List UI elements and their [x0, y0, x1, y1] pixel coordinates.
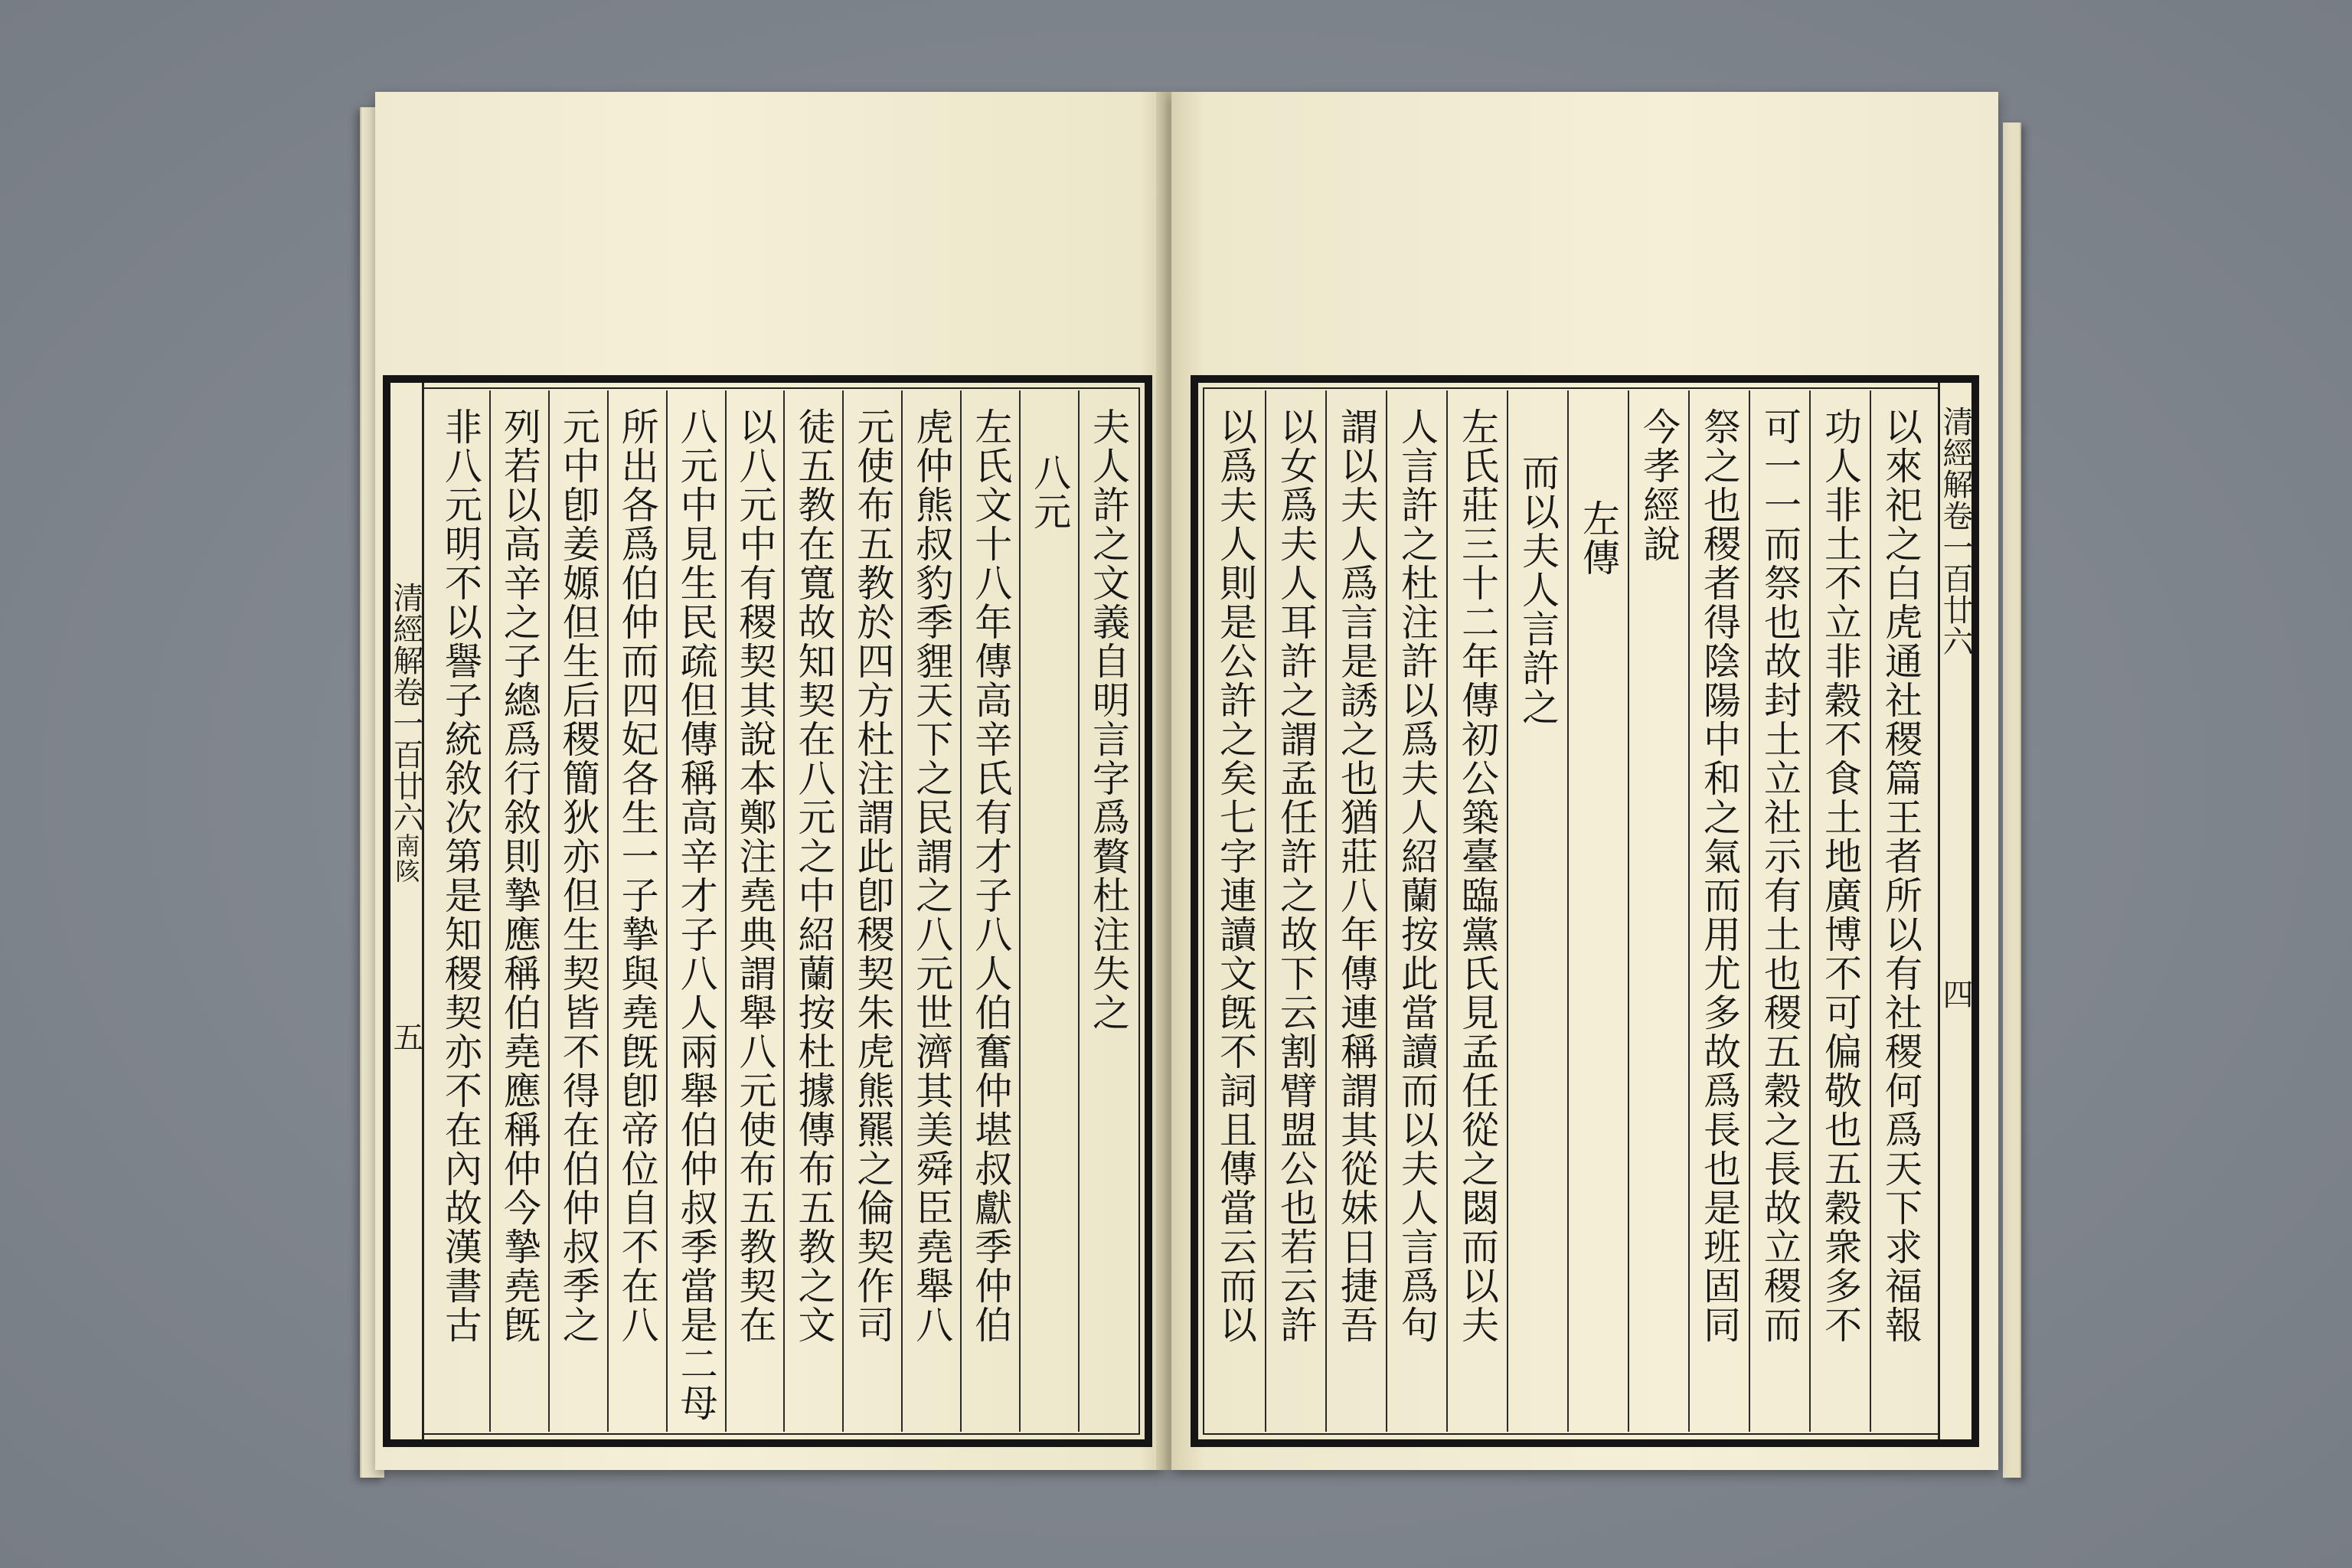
left-text-block	[383, 375, 1152, 1447]
left-columns	[432, 390, 1137, 1432]
right-text-block	[1191, 375, 1979, 1447]
right-columns	[1206, 390, 1930, 1432]
text-column: 非八元明不以譽子統敘次第是知稷契亦不在內故漢書古	[439, 407, 483, 1344]
text-column: 人言許之杜注許以爲夫人紹蘭按此當讀而以夫人言爲句	[1386, 390, 1446, 1432]
text-column: 左傳	[1567, 390, 1628, 1432]
text-column: 所出各爲伯仲而四妃各生一子摯與堯旣卽帝位自不在八	[607, 390, 666, 1432]
text-column: 徒五教在寬故知契在八元之中紹蘭按杜據傳布五教之文	[783, 390, 842, 1432]
open-book	[360, 92, 2021, 1481]
text-column: 八元	[1019, 390, 1078, 1432]
folio-number: 四	[1938, 978, 1973, 1010]
left-margin-strip	[390, 383, 424, 1439]
text-column: 今孝經說	[1628, 390, 1688, 1432]
page-stack-right	[2003, 122, 2021, 1478]
text-column: 以八元中有稷契其說本鄭注堯典謂舉八元使布五教契在	[725, 390, 784, 1432]
text-column: 謂以夫人爲言是誘之也猶莊八年傳連稱謂其從妹日捷吾	[1325, 390, 1386, 1432]
right-margin-strip	[1938, 383, 1971, 1439]
text-column: 而以夫人言許之	[1507, 390, 1567, 1432]
text-column: 八元中見生民疏但傳稱高辛才子八人兩舉伯仲叔季當是二母	[666, 390, 725, 1432]
folio-number: 五	[388, 1021, 423, 1053]
text-column: 虎仲熊叔豹季貍天下之民謂之八元世濟其美舜臣堯舉八	[901, 390, 960, 1432]
text-column: 可一一而祭也故封土立社示有土也稷五穀之長故立稷而	[1749, 390, 1809, 1432]
volume-title: 清經解卷一百廿六	[388, 582, 423, 833]
text-column: 功人非土不立非穀不食土地廣博不可偏敬也五穀衆多不	[1809, 390, 1870, 1432]
section-title: 南陔	[391, 833, 421, 884]
text-column: 祭之也稷者得陰陽中和之氣而用尤多故爲長也是班固同	[1688, 390, 1749, 1432]
text-column: 左氏莊三十二年傳初公築臺臨黨氏見孟任從之閟而以夫	[1446, 390, 1507, 1432]
text-column: 列若以高辛之子總爲行敘則摯應稱伯堯應稱仲今摯堯旣	[489, 390, 548, 1432]
text-column: 左氏文十八年傳高辛氏有才子八人伯奮仲堪叔獻季仲伯	[960, 390, 1019, 1432]
text-column: 夫人許之文義自明言字爲贅杜注失之	[1078, 390, 1137, 1432]
volume-title: 清經解卷一百廿六	[1938, 406, 1973, 657]
text-column: 以爲夫人則是公許之矣七字連讀文旣不詞且傳當云而以	[1214, 407, 1258, 1344]
text-column: 元中卽姜嫄但生后稷簡狄亦但生契皆不得在伯仲叔季之	[548, 390, 607, 1432]
text-column: 以女爲夫人耳許之謂孟任許之故下云割臂盟公也若云許	[1265, 390, 1325, 1432]
text-column: 元使布五教於四方杜注謂此卽稷契朱虎熊羆之倫契作司	[842, 390, 901, 1432]
text-column: 以來祀之白虎通社稷篇王者所以有社稷何爲天下求福報	[1870, 390, 1930, 1432]
